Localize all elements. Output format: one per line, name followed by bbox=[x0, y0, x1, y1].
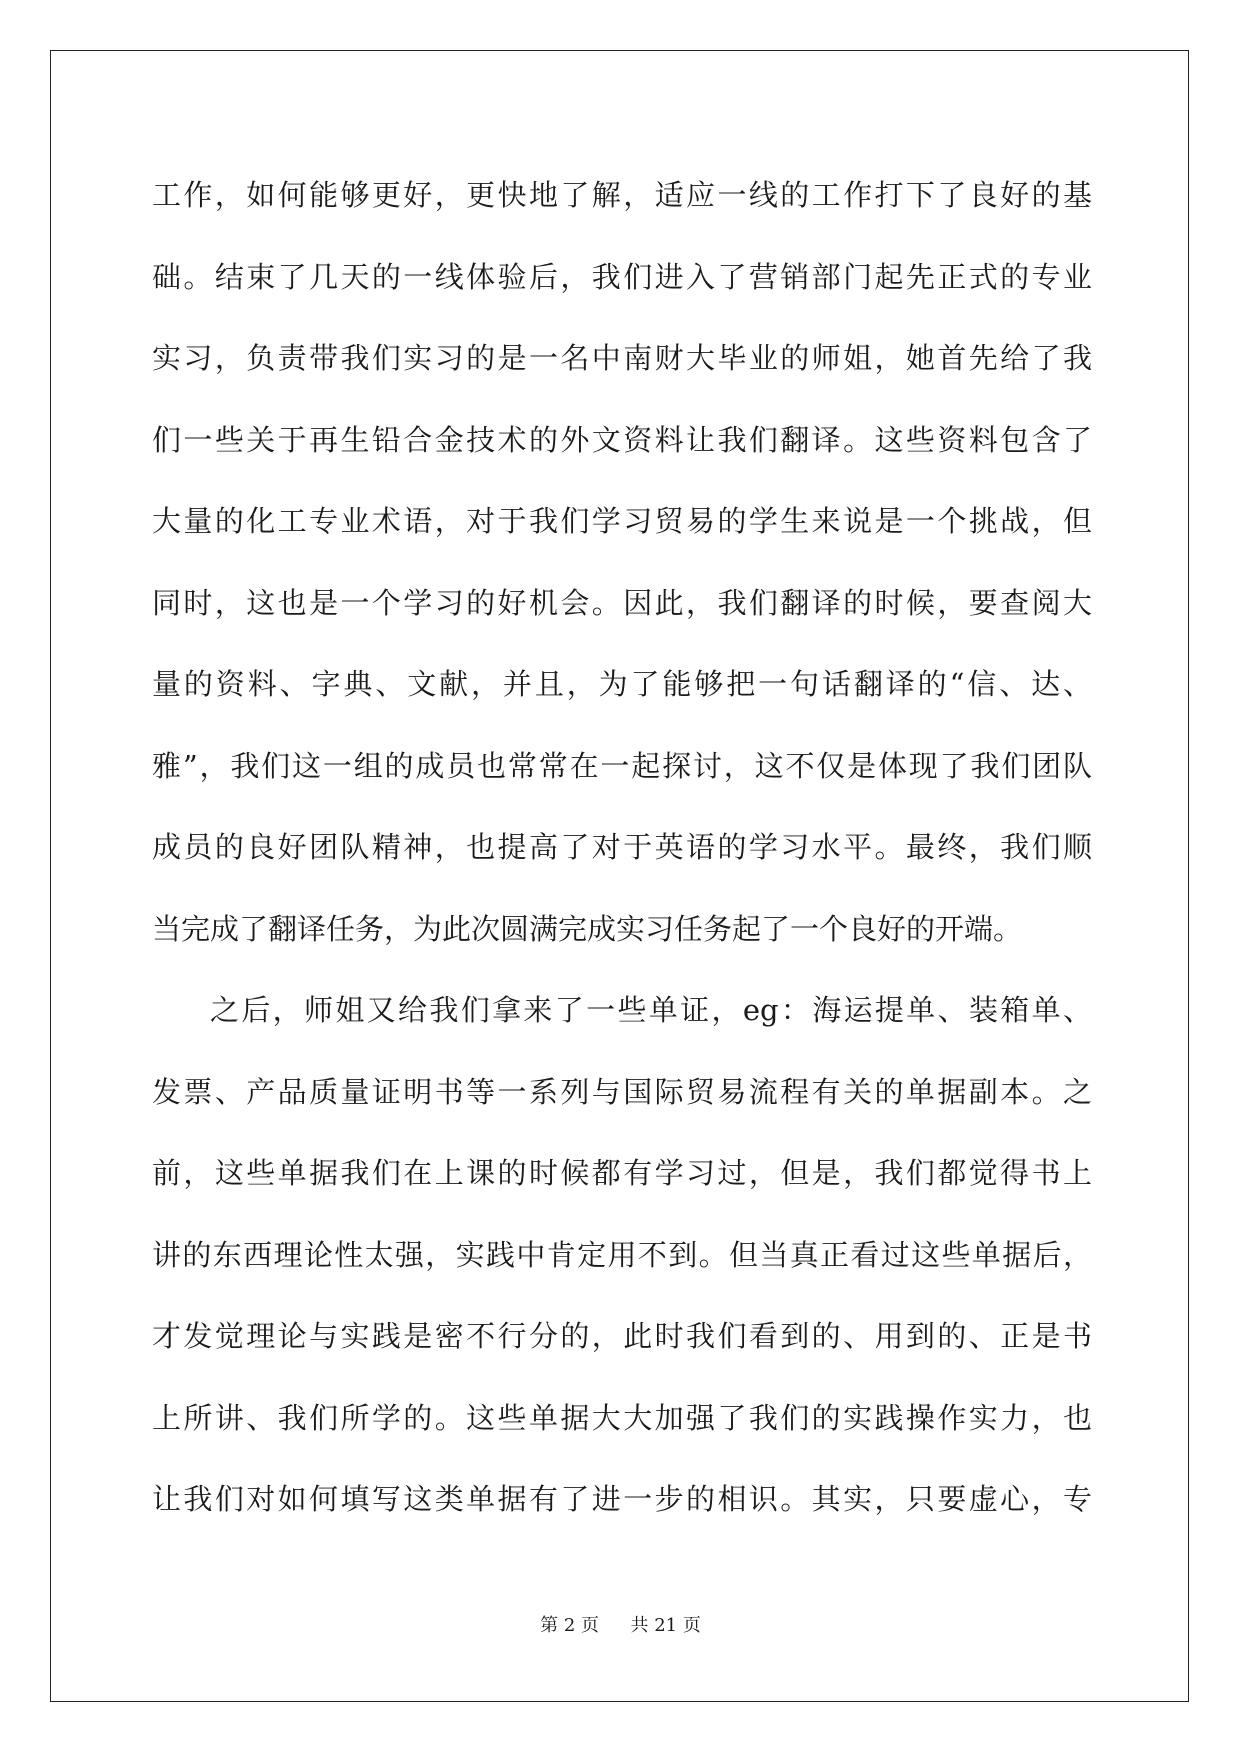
text-line: 工作，如何能够更好，更快地了解，适应一线的工作打下了良好的基 bbox=[152, 178, 1092, 212]
text-line: 讲的东西理论性太强，实践中肯定用不到。但当真正看过这些单据后， bbox=[152, 1237, 1092, 1272]
text-line: 才发觉理论与实践是密不行分的，此时我们看到的、用到的、正是书 bbox=[152, 1319, 1092, 1353]
paragraph bbox=[152, 155, 1092, 970]
text-line: 让我们对如何填写这类单据有了进一步的相识。其实，只要虚心，专 bbox=[152, 1482, 1092, 1516]
text-line: 量的资料、字典、文献，并且，为了能够把一句话翻译的“信、达、 bbox=[152, 667, 1092, 701]
page-total: 共 21 页 bbox=[630, 1615, 701, 1636]
page-number: 第 2 页 bbox=[540, 1615, 600, 1636]
document-body bbox=[152, 155, 1092, 1541]
text-line: 成员的良好团队精神，也提高了对于英语的学习水平。最终，我们顺 bbox=[152, 830, 1092, 864]
text-line: 当完成了翻译任务，为此次圆满完成实习任务起了一个良好的开端。 bbox=[152, 911, 1023, 946]
text-line: 前，这些单据我们在上课的时候都有学习过，但是，我们都觉得书上 bbox=[152, 1156, 1092, 1190]
page-footer bbox=[0, 1611, 1241, 1637]
text-line: 实习，负责带我们实习的是一名中南财大毕业的师姐，她首先给了我 bbox=[152, 341, 1092, 375]
text-line: 同时，这也是一个学习的好机会。因此，我们翻译的时候，要查阅大 bbox=[152, 585, 1092, 620]
text-line: 上所讲、我们所学的。这些单据大大加强了我们的实践操作实力，也 bbox=[152, 1400, 1092, 1435]
paragraph bbox=[152, 970, 1092, 1541]
text-line: 大量的化工专业术语，对于我们学习贸易的学生来说是一个挑战，但 bbox=[152, 504, 1092, 538]
text-line: 发票、产品质量证明书等一系列与国际贸易流程有关的单据副本。之 bbox=[152, 1074, 1092, 1109]
text-line: 础。结束了几天的一线体验后，我们进入了营销部门起先正式的专业 bbox=[152, 259, 1092, 294]
text-line: 雅”，我们这一组的成员也常常在一起探讨，这不仅是体现了我们团队 bbox=[152, 748, 1092, 783]
text-line: 之后，师姐又给我们拿来了一些单证，eg：海运提单、装箱单、 bbox=[210, 993, 1092, 1027]
text-line: 们一些关于再生铅合金技术的外文资料让我们翻译。这些资料包含了 bbox=[152, 422, 1092, 457]
